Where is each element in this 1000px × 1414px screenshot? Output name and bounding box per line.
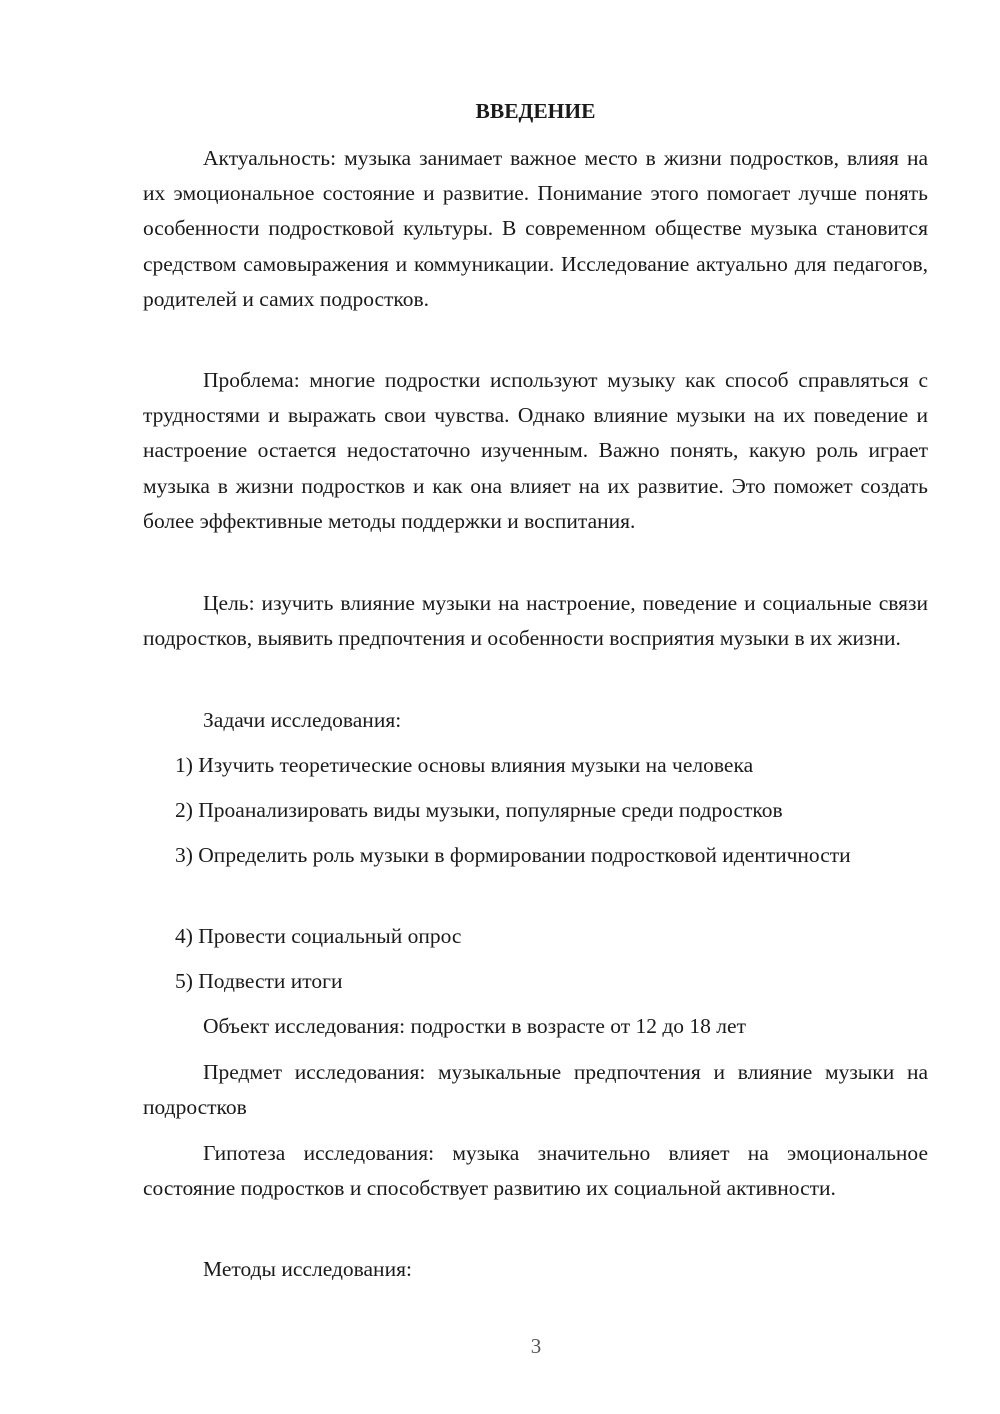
paragraph-problem: Проблема: многие подростки используют музыку как способ справляться с трудностями и выражать свои чувства. Однако влияние музыки на их поведение и настроение остается недостаточно изученным. Важно понять, какую роль играет музыка в жизни подростков и как она влияет на их развитие. Это поможет создать более эффективные методы поддержки и воспитания. (143, 368, 928, 533)
paragraph-relevance: Актуальность: музыка занимает важное место в жизни подростков, влияя на их эмоциональное состояние и развитие. Понимание этого помогает лучше понять особенности подростковой культуры. В современном обществе музыка становится средством самовыражения и коммуникации. Исследование актуально для педагогов, родителей и самих подростков. (143, 146, 928, 311)
tasks-title: Задачи исследования: (203, 708, 402, 732)
paragraph-goal: Цель: изучить влияние музыки на настроение, поведение и социальные связи подростков, выявить предпочтения и особенности восприятия музыки в их жизни. (143, 591, 928, 651)
task-item-2: 2) Проанализировать виды музыки, популярные среди подростков (175, 798, 783, 822)
task-item-4: 4) Провести социальный опрос (175, 924, 462, 948)
task-item-3: 3) Определить роль музыки в формировании подростковой идентичности (175, 843, 851, 867)
page-title: ВВЕДЕНИЕ (475, 99, 596, 123)
paragraph-hypothesis: Гипотеза исследования: музыка значительно влияет на эмоциональное состояние подростков и способствует развитию их социальной активности. (143, 1141, 928, 1201)
paragraph-subject: Предмет исследования: музыкальные предпочтения и влияние музыки на подростков (143, 1060, 928, 1120)
methods-title: Методы исследования: (203, 1257, 412, 1281)
task-item-5: 5) Подвести итоги (175, 969, 343, 993)
task-item-1: 1) Изучить теоретические основы влияния музыки на человека (175, 753, 754, 777)
page-number: 3 (530, 1334, 542, 1358)
paragraph-object: Объект исследования: подростки в возрасте от 12 до 18 лет (203, 1014, 746, 1038)
